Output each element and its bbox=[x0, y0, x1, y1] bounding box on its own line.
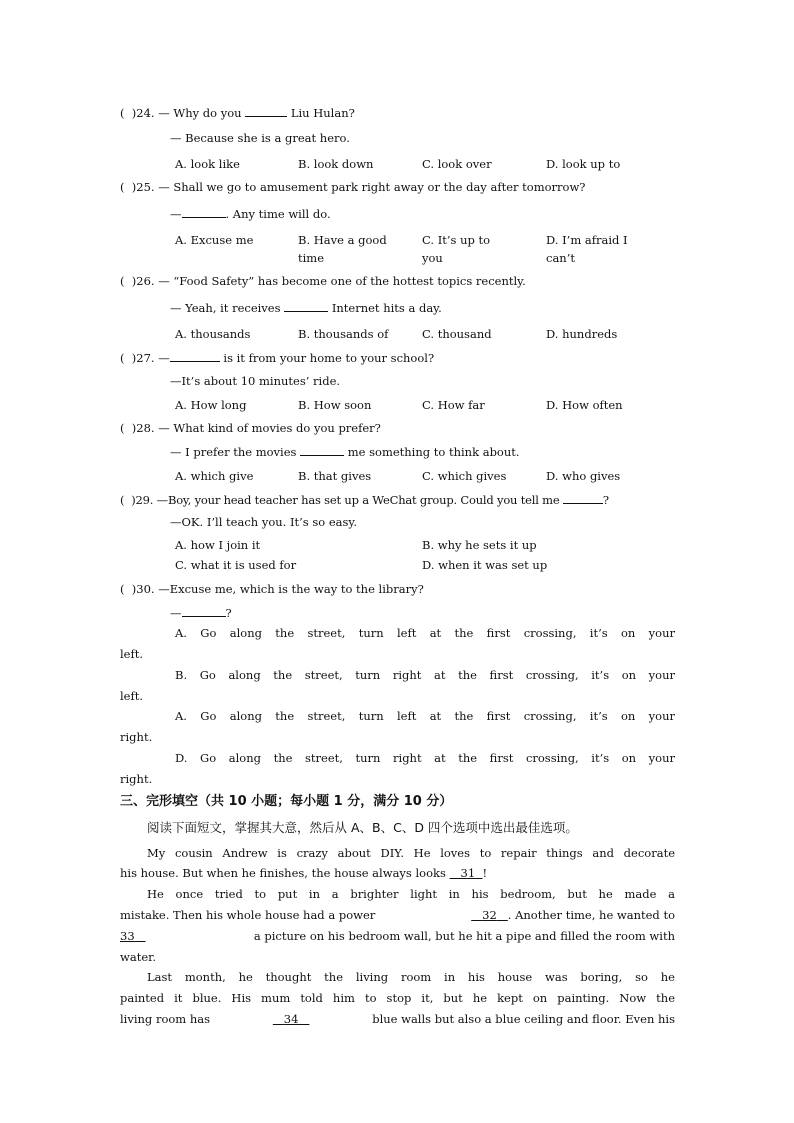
option-c: C. what it is used for bbox=[175, 558, 297, 572]
option-b: B. How soon bbox=[298, 398, 372, 412]
passage-line: My cousin Andrew is crazy about DIY. He loves to repair things and decorate bbox=[147, 846, 675, 860]
option-a: A. how I join it bbox=[175, 538, 261, 552]
option-c-continued: right. bbox=[120, 730, 153, 744]
answer-line bbox=[170, 206, 331, 221]
answer-blank[interactable] bbox=[300, 444, 344, 456]
option-b-continued: time bbox=[298, 251, 325, 265]
answer-text: Internet hits a day. bbox=[331, 301, 442, 315]
option-c: C. thousand bbox=[422, 327, 492, 341]
passage-line bbox=[120, 866, 487, 880]
section-heading: 三、完形填空（共 10 小题；每小题 1 分，满分 10 分） bbox=[120, 794, 453, 809]
passage-line bbox=[120, 1012, 675, 1026]
option-d: D. How often bbox=[546, 398, 623, 412]
question-text: — Why do you bbox=[158, 106, 242, 120]
question-number: ( )26. bbox=[120, 274, 155, 288]
option-a: A. which give bbox=[175, 469, 254, 483]
option-d-continued: can’t bbox=[546, 251, 575, 265]
passage-text: . Another time, he wanted to bbox=[507, 908, 675, 922]
passage-line: Last month, he thought the living room in his house was boring, so he bbox=[147, 970, 675, 984]
answer-blank[interactable] bbox=[182, 605, 226, 617]
option-b: B. Go along the street, turn right at the first crossing, it’s on your bbox=[175, 668, 675, 682]
option-b: B. look down bbox=[298, 157, 374, 171]
passage-text: living room has bbox=[120, 1012, 211, 1026]
question-27 bbox=[120, 350, 434, 365]
option-d-continued: right. bbox=[120, 772, 153, 786]
option-b: B. why he sets it up bbox=[422, 538, 537, 552]
answer-blank[interactable] bbox=[245, 105, 287, 117]
question-28 bbox=[120, 421, 381, 435]
option-b: B. thousands of bbox=[298, 327, 389, 341]
question-number: ( )30. bbox=[120, 582, 155, 596]
dash: — bbox=[170, 207, 182, 221]
section-instruction: 阅读下面短文，掌握其大意，然后从 A、B、C、D 四个选项中选出最佳选项。 bbox=[147, 820, 578, 835]
question-text: — What kind of movies do you prefer? bbox=[158, 421, 381, 435]
answer-text: ? bbox=[225, 606, 232, 620]
passage-text: ! bbox=[482, 866, 488, 880]
answer-blank[interactable] bbox=[284, 300, 328, 312]
option-a: A. thousands bbox=[175, 327, 251, 341]
option-c: C. How far bbox=[422, 398, 485, 412]
answer-blank[interactable] bbox=[563, 492, 603, 504]
question-number: ( )25. bbox=[120, 180, 155, 194]
passage-line: painted it blue. His mum told him to stop it, but he kept on painting. Now the bbox=[120, 991, 675, 1005]
answer-blank[interactable] bbox=[182, 206, 226, 218]
answer-text: me something to think about. bbox=[347, 445, 520, 459]
blank-number: 31 bbox=[460, 866, 476, 880]
question-text: —Boy, your head teacher has set up a WeChat group. Could you tell me bbox=[156, 493, 560, 507]
answer-text: — Yeah, it receives bbox=[170, 301, 281, 315]
answer-blank[interactable] bbox=[170, 350, 220, 362]
answer-text: . Any time will do. bbox=[225, 207, 331, 221]
option-a: A. Excuse me bbox=[175, 233, 254, 247]
question-number: ( )28. bbox=[120, 421, 155, 435]
passage-text: a picture on his bedroom wall, but he hit a pipe and filled the room with bbox=[253, 929, 675, 943]
question-text: — Shall we go to amusement park right away or the day after tomorrow? bbox=[158, 180, 586, 194]
answer-line: —It’s about 10 minutes’ ride. bbox=[170, 374, 341, 388]
answer-line bbox=[170, 444, 520, 459]
question-number: ( )29. bbox=[120, 493, 154, 507]
question-24 bbox=[120, 105, 355, 120]
option-c: C. which gives bbox=[422, 469, 507, 483]
option-b: B. that gives bbox=[298, 469, 372, 483]
passage-text: mistake. Then his whole house had a power bbox=[120, 908, 376, 922]
option-b-continued: left. bbox=[120, 689, 144, 703]
passage-text: his house. But when he finishes, the house always looks bbox=[120, 866, 446, 880]
option-c: C. It’s up to bbox=[422, 233, 491, 247]
option-a-continued: left. bbox=[120, 647, 144, 661]
passage-line bbox=[120, 908, 675, 922]
question-text: — “Food Safety” has become one of the hottest topics recently. bbox=[158, 274, 526, 288]
dash: — bbox=[170, 606, 182, 620]
passage-text: blue walls but also a blue ceiling and floor. Even his bbox=[372, 1012, 675, 1026]
option-d: D. I’m afraid I bbox=[546, 233, 628, 247]
option-d: D. look up to bbox=[546, 157, 621, 171]
option-a: A. How long bbox=[175, 398, 247, 412]
answer-line: —OK. I’ll teach you. It’s so easy. bbox=[170, 515, 358, 529]
question-30 bbox=[120, 582, 424, 596]
option-c-continued: you bbox=[422, 251, 443, 265]
blank-33[interactable] bbox=[120, 929, 146, 943]
option-a: A. look like bbox=[175, 157, 240, 171]
option-d: D. who gives bbox=[546, 469, 621, 483]
question-25 bbox=[120, 180, 585, 194]
option-c: C. look over bbox=[422, 157, 492, 171]
option-d: D. hundreds bbox=[546, 327, 618, 341]
blank-number: 33 bbox=[120, 929, 135, 943]
question-number: ( )27. bbox=[120, 351, 155, 365]
option-d: D. Go along the street, turn right at the first crossing, it’s on your bbox=[175, 751, 675, 765]
blank-number: 32 bbox=[482, 908, 497, 922]
question-text: ? bbox=[602, 493, 609, 507]
dash: — bbox=[158, 351, 170, 365]
answer-line bbox=[170, 605, 232, 620]
passage-line bbox=[120, 929, 675, 943]
blank-32[interactable] bbox=[471, 908, 508, 922]
option-d: D. when it was set up bbox=[422, 558, 548, 572]
question-text: is it from your home to your school? bbox=[223, 351, 435, 365]
question-26 bbox=[120, 274, 526, 288]
option-c: A. Go along the street, turn left at the first crossing, it’s on your bbox=[175, 709, 675, 723]
question-29 bbox=[120, 492, 609, 507]
answer-text: — I prefer the movies bbox=[170, 445, 297, 459]
option-a: A. Go along the street, turn left at the first crossing, it’s on your bbox=[175, 626, 675, 640]
passage-line: water. bbox=[120, 950, 157, 964]
question-number: ( )24. bbox=[120, 106, 155, 120]
answer-line bbox=[170, 300, 442, 315]
blank-34[interactable] bbox=[273, 1012, 310, 1026]
question-text: Liu Hulan? bbox=[290, 106, 355, 120]
answer-line: — Because she is a great hero. bbox=[170, 131, 350, 145]
option-b: B. Have a good bbox=[298, 233, 387, 247]
question-text: —Excuse me, which is the way to the library? bbox=[158, 582, 424, 596]
blank-31[interactable] bbox=[450, 866, 483, 880]
blank-number: 34 bbox=[283, 1012, 299, 1026]
passage-line: He once tried to put in a brighter light in his bedroom, but he made a bbox=[147, 887, 675, 901]
